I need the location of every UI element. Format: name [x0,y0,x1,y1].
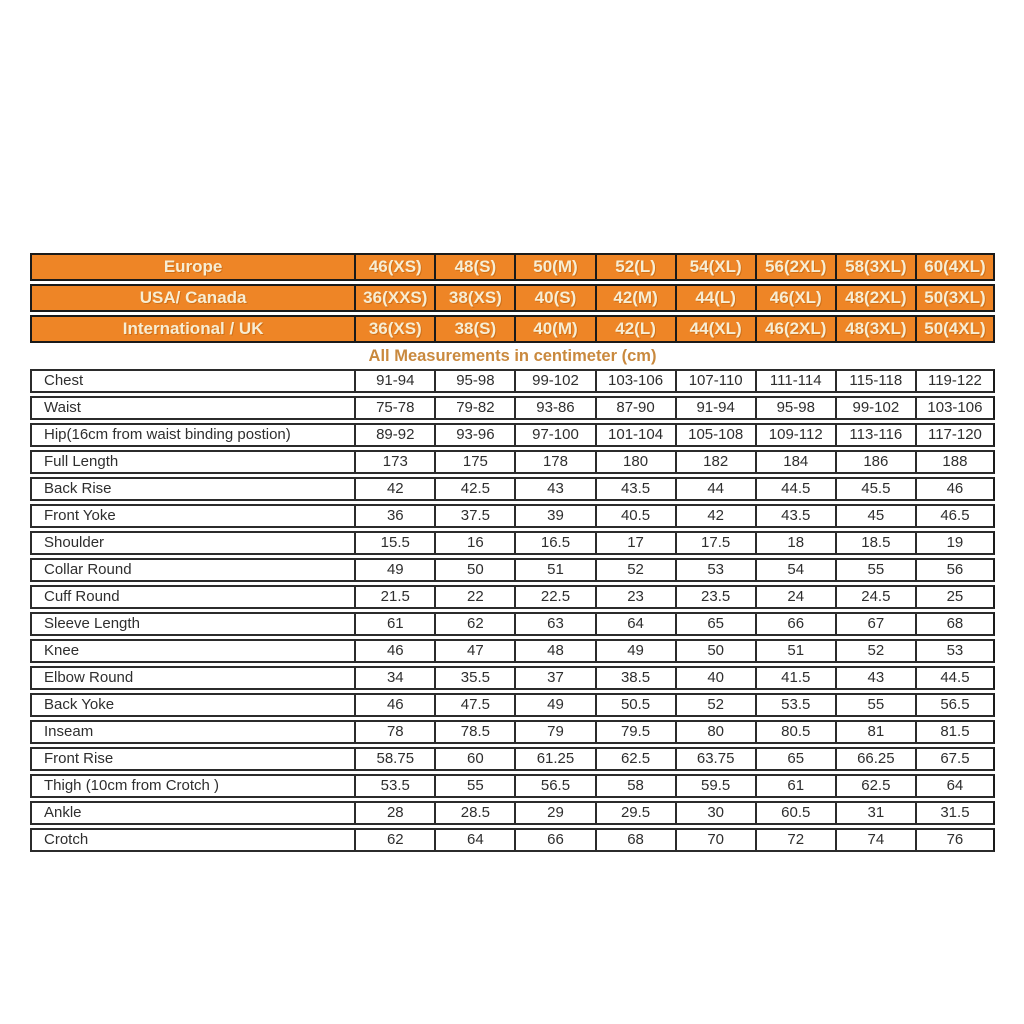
measurement-value: 63 [514,612,594,636]
measurement-label: Knee [30,639,354,663]
measurement-value: 95-98 [434,369,514,393]
measurement-value: 23.5 [675,585,755,609]
table-row [30,612,995,636]
measurement-value: 15.5 [354,531,434,555]
measurement-label: Elbow Round [30,666,354,690]
measurement-label: Front Rise [30,747,354,771]
measurement-value: 62 [354,828,434,852]
measurement-value: 67 [835,612,915,636]
measurement-value: 55 [835,558,915,582]
measurement-value: 46.5 [915,504,995,528]
measurement-value: 16.5 [514,531,594,555]
measurement-value: 18.5 [835,531,915,555]
measurement-label: Thigh (10cm from Crotch ) [30,774,354,798]
measurement-value: 56 [915,558,995,582]
measurement-value: 80.5 [755,720,835,744]
measurement-value: 64 [915,774,995,798]
measurement-value: 99-102 [514,369,594,393]
measurement-value: 68 [595,828,675,852]
measurement-value: 22.5 [514,585,594,609]
measurement-value: 18 [755,531,835,555]
measurement-value: 113-116 [835,423,915,447]
measurement-value: 182 [675,450,755,474]
table-row [30,531,995,555]
measurement-value: 62.5 [835,774,915,798]
table-row [30,693,995,717]
measurement-value: 31 [835,801,915,825]
size-cell: 46(XS) [354,253,434,281]
measurement-value: 38.5 [595,666,675,690]
measurement-value: 24 [755,585,835,609]
measurement-value: 117-120 [915,423,995,447]
header-row [30,315,995,343]
measurement-value: 97-100 [514,423,594,447]
measurement-label: Crotch [30,828,354,852]
size-cell: 54(XL) [675,253,755,281]
size-cell: 48(S) [434,253,514,281]
size-chart-table [30,250,995,855]
size-cell: 44(L) [675,284,755,312]
table-row [30,369,995,393]
region-label: USA/ Canada [30,284,354,312]
measurement-value: 42 [354,477,434,501]
measurement-value: 79.5 [595,720,675,744]
measurement-value: 41.5 [755,666,835,690]
size-cell: 50(4XL) [915,315,995,343]
measurement-value: 50 [675,639,755,663]
measurement-value: 47.5 [434,693,514,717]
measurement-label: Waist [30,396,354,420]
measurement-value: 35.5 [434,666,514,690]
measurement-label: Back Yoke [30,693,354,717]
measurement-value: 103-106 [915,396,995,420]
measurement-value: 49 [514,693,594,717]
measurement-value: 50 [434,558,514,582]
measurement-value: 56.5 [514,774,594,798]
size-cell: 42(L) [595,315,675,343]
table-row [30,396,995,420]
size-cell: 48(2XL) [835,284,915,312]
measurement-value: 43 [835,666,915,690]
measurement-value: 47 [434,639,514,663]
measurement-value: 80 [675,720,755,744]
measurement-value: 70 [675,828,755,852]
measurement-value: 19 [915,531,995,555]
size-cell: 38(S) [434,315,514,343]
measurement-value: 91-94 [354,369,434,393]
measurement-label: Full Length [30,450,354,474]
measurement-value: 51 [755,639,835,663]
size-cell: 42(M) [595,284,675,312]
measurement-value: 44.5 [755,477,835,501]
size-cell: 40(S) [514,284,594,312]
measurement-value: 60 [434,747,514,771]
measurement-value: 30 [675,801,755,825]
measurement-value: 51 [514,558,594,582]
measurement-value: 46 [915,477,995,501]
measurement-value: 46 [354,639,434,663]
measurement-value: 22 [434,585,514,609]
size-cell: 46(2XL) [755,315,835,343]
measurement-value: 60.5 [755,801,835,825]
measurement-value: 61 [354,612,434,636]
measurement-value: 16 [434,531,514,555]
size-cell: 40(M) [514,315,594,343]
measurement-value: 178 [514,450,594,474]
measurement-value: 54 [755,558,835,582]
measurement-value: 56.5 [915,693,995,717]
measurement-value: 50.5 [595,693,675,717]
measurement-value: 43.5 [755,504,835,528]
measurement-label: Cuff Round [30,585,354,609]
measurement-value: 188 [915,450,995,474]
measurement-value: 175 [434,450,514,474]
measurement-value: 52 [675,693,755,717]
measurement-value: 91-94 [675,396,755,420]
measurement-value: 78.5 [434,720,514,744]
table-row [30,666,995,690]
measurement-value: 107-110 [675,369,755,393]
measurement-label: Hip(16cm from waist binding postion) [30,423,354,447]
measurement-value: 99-102 [835,396,915,420]
measurement-value: 66.25 [835,747,915,771]
measurement-value: 48 [514,639,594,663]
measurement-value: 81.5 [915,720,995,744]
size-cell: 52(L) [595,253,675,281]
measurement-value: 111-114 [755,369,835,393]
measurement-value: 64 [434,828,514,852]
measurement-value: 78 [354,720,434,744]
measurement-value: 66 [514,828,594,852]
measurement-value: 52 [835,639,915,663]
measurement-value: 40 [675,666,755,690]
table-row [30,720,995,744]
measurement-value: 42.5 [434,477,514,501]
measurement-value: 75-78 [354,396,434,420]
measurement-value: 44.5 [915,666,995,690]
units-row-group [30,346,995,366]
table-row [30,801,995,825]
measurement-value: 40.5 [595,504,675,528]
measurement-label: Inseam [30,720,354,744]
size-cell: 36(XS) [354,315,434,343]
measurement-label: Collar Round [30,558,354,582]
measurement-value: 61.25 [514,747,594,771]
measurement-value: 55 [434,774,514,798]
measurement-value: 49 [595,639,675,663]
measurement-label: Front Yoke [30,504,354,528]
measurement-label: Ankle [30,801,354,825]
measurements-body [30,369,995,852]
measurement-label: Chest [30,369,354,393]
units-note: All Measurements in centimeter (cm) [30,346,995,366]
measurement-value: 29 [514,801,594,825]
size-chart [30,250,995,855]
measurement-value: 53.5 [354,774,434,798]
measurement-value: 28.5 [434,801,514,825]
measurement-value: 76 [915,828,995,852]
measurement-value: 55 [835,693,915,717]
measurement-value: 62 [434,612,514,636]
measurement-value: 46 [354,693,434,717]
measurement-value: 184 [755,450,835,474]
measurement-value: 103-106 [595,369,675,393]
table-row [30,747,995,771]
measurement-value: 45 [835,504,915,528]
measurement-value: 34 [354,666,434,690]
header-row [30,284,995,312]
measurement-value: 23 [595,585,675,609]
measurement-value: 44 [675,477,755,501]
measurement-value: 68 [915,612,995,636]
table-row [30,450,995,474]
measurement-value: 109-112 [755,423,835,447]
measurement-value: 81 [835,720,915,744]
measurement-value: 39 [514,504,594,528]
measurement-label: Back Rise [30,477,354,501]
measurement-value: 53 [915,639,995,663]
measurement-value: 119-122 [915,369,995,393]
size-cell: 60(4XL) [915,253,995,281]
measurement-value: 93-86 [514,396,594,420]
measurement-value: 43.5 [595,477,675,501]
size-cell: 56(2XL) [755,253,835,281]
measurement-value: 36 [354,504,434,528]
measurement-value: 62.5 [595,747,675,771]
measurement-value: 58 [595,774,675,798]
size-cell: 36(XXS) [354,284,434,312]
measurement-value: 101-104 [595,423,675,447]
measurement-value: 65 [755,747,835,771]
measurement-value: 53 [675,558,755,582]
region-label: Europe [30,253,354,281]
measurement-value: 21.5 [354,585,434,609]
region-label: International / UK [30,315,354,343]
measurement-value: 74 [835,828,915,852]
measurement-value: 17.5 [675,531,755,555]
measurement-value: 89-92 [354,423,434,447]
measurement-value: 180 [595,450,675,474]
measurement-value: 105-108 [675,423,755,447]
measurement-value: 42 [675,504,755,528]
size-header [30,253,995,343]
measurement-value: 58.75 [354,747,434,771]
measurement-value: 87-90 [595,396,675,420]
table-row [30,423,995,447]
measurement-value: 173 [354,450,434,474]
measurement-value: 63.75 [675,747,755,771]
measurement-value: 53.5 [755,693,835,717]
units-row [30,346,995,366]
measurement-value: 37.5 [434,504,514,528]
measurement-value: 93-96 [434,423,514,447]
table-row [30,639,995,663]
measurement-value: 45.5 [835,477,915,501]
measurement-value: 186 [835,450,915,474]
measurement-value: 72 [755,828,835,852]
table-row [30,585,995,609]
measurement-value: 31.5 [915,801,995,825]
size-cell: 50(3XL) [915,284,995,312]
measurement-value: 79 [514,720,594,744]
size-cell: 58(3XL) [835,253,915,281]
measurement-label: Shoulder [30,531,354,555]
measurement-value: 67.5 [915,747,995,771]
table-row [30,774,995,798]
table-row [30,504,995,528]
header-row [30,253,995,281]
measurement-value: 25 [915,585,995,609]
measurement-value: 37 [514,666,594,690]
measurement-value: 64 [595,612,675,636]
measurement-value: 24.5 [835,585,915,609]
measurement-value: 115-118 [835,369,915,393]
measurement-value: 61 [755,774,835,798]
measurement-value: 43 [514,477,594,501]
measurement-label: Sleeve Length [30,612,354,636]
measurement-value: 28 [354,801,434,825]
measurement-value: 52 [595,558,675,582]
size-cell: 50(M) [514,253,594,281]
measurement-value: 66 [755,612,835,636]
table-row [30,558,995,582]
measurement-value: 49 [354,558,434,582]
measurement-value: 65 [675,612,755,636]
size-cell: 46(XL) [755,284,835,312]
table-row [30,477,995,501]
size-cell: 44(XL) [675,315,755,343]
size-cell: 48(3XL) [835,315,915,343]
measurement-value: 29.5 [595,801,675,825]
table-row [30,828,995,852]
measurement-value: 79-82 [434,396,514,420]
size-cell: 38(XS) [434,284,514,312]
measurement-value: 95-98 [755,396,835,420]
measurement-value: 59.5 [675,774,755,798]
measurement-value: 17 [595,531,675,555]
